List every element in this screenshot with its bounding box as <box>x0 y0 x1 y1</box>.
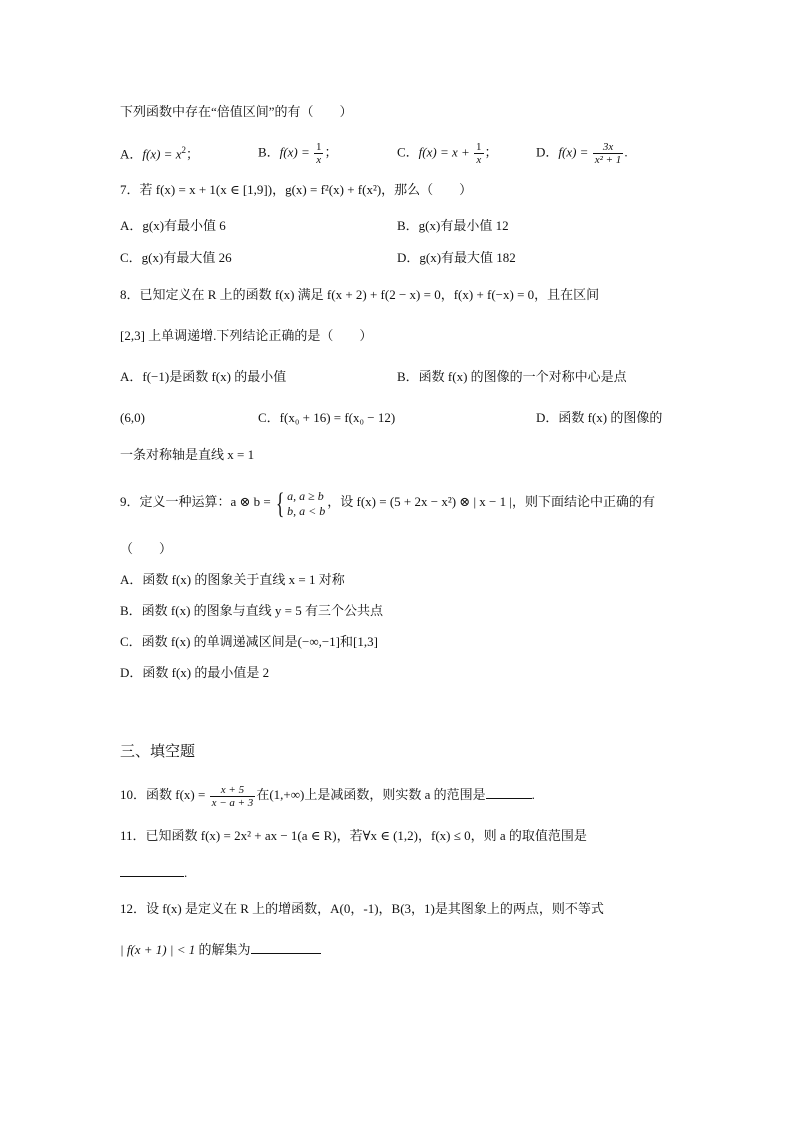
q8-option-b: B．函数 f(x) 的图像的一个对称中心是点 <box>397 369 627 384</box>
q7-option-d: D．g(x)有最大值 182 <box>397 250 516 265</box>
q6-option-c: C．f(x) = x + $\frac{1}{x}$ ； <box>397 141 498 166</box>
q7-stem: 7．若 f(x) = x + 1(x ∈ [1,9])，g(x) = f²(x) + f(x²)，那么（ ） <box>120 182 473 197</box>
q11-answer-line: . <box>120 864 187 882</box>
q8-option-d: D．函数 f(x) 的图像的 <box>536 410 663 425</box>
q8-stem-line2: [2,3] 上单调递增.下列结论正确的是（ ） <box>120 328 373 343</box>
fraction: $\frac{1}{x}$ <box>315 141 322 166</box>
fraction: $\frac{1}{x}$ <box>476 141 482 166</box>
q7-option-c: C．g(x)有最大值 26 <box>120 250 232 265</box>
q6-intro: 下列函数中存在“倍值区间”的有（ ） <box>120 104 353 119</box>
answer-blank[interactable] <box>251 941 321 954</box>
q12-stem-line2: | f(x + 1) | < 1 的解集为 <box>120 941 321 959</box>
left-brace: { <box>275 487 285 521</box>
q12-stem: 12．设 f(x) 是定义在 R 上的增函数，A(0，-1)，B(3，1)是其图象上的两点，则不等式 <box>120 901 604 916</box>
piecewise-definition: { a, a ≥ b b, a < b <box>275 487 326 521</box>
q8-option-d-cont: 一条对称轴是直线 x = 1 <box>120 447 255 462</box>
q9-option-d: D．函数 f(x) 的最小值是 2 <box>120 665 270 680</box>
q9-option-b: B．函数 f(x) 的图象与直线 y = 5 有三个公共点 <box>120 603 383 618</box>
q6-option-d: D．f(x) = $\frac{3x}{\text{x² + 1}}$ . <box>536 141 628 166</box>
q10-stem: 10．函数 f(x) = $\frac{x + 5}{x - a + 3}$ 在(1,+∞)上是减函数，则实数 a 的范围是 . <box>120 783 535 809</box>
q9-answer-paren: （ ） <box>120 541 173 556</box>
q9-option-c: C．函数 f(x) 的单调递减区间是(−∞,−1]和[1,3] <box>120 634 378 649</box>
q8-option-c: C．f(x₀ + 16) = f(x₀ − 12) <box>258 410 396 425</box>
section-heading: 三、填空题 <box>120 744 196 760</box>
q7-option-b: B．g(x)有最小值 12 <box>397 218 509 233</box>
q11-stem: 11．已知函数 f(x) = 2x² + ax − 1(a ∈ R)，若∀x ∈ (1,2)，f(x) ≤ 0，则 a 的取值范围是 <box>120 828 587 843</box>
q9-option-a: A．函数 f(x) 的图象关于直线 x = 1 对称 <box>120 572 345 587</box>
q6-option-a: A．$f(x) = x^2$； <box>120 145 199 162</box>
answer-blank[interactable] <box>486 786 532 799</box>
answer-blank[interactable] <box>120 864 184 877</box>
q6-option-b: B．f(x) = $\frac{1}{x}$ ； <box>258 141 338 166</box>
fraction: $\frac{3x}{\text{x² + 1}}$ <box>594 141 622 166</box>
q9-stem: 9．定义一种运算：a ⊗ b = { a, a ≥ b b, a < b ，设 f(x) = (5 + 2x − x²) ⊗ | x − 1 |，则下面结论中正确的有 <box>120 484 655 521</box>
fraction: $\frac{x + 5}{x - a + 3}$ <box>211 783 254 809</box>
q8-option-b-cont: (6,0) <box>120 410 145 425</box>
q8-option-a: A．f(−1)是函数 f(x) 的最小值 <box>120 369 287 384</box>
q7-option-a: A．g(x)有最小值 6 <box>120 218 226 233</box>
q8-stem-line1: 8．已知定义在 R 上的函数 f(x) 满足 f(x + 2) + f(2 − x) = 0，f(x) + f(−x) = 0，且在区间 <box>120 287 600 302</box>
